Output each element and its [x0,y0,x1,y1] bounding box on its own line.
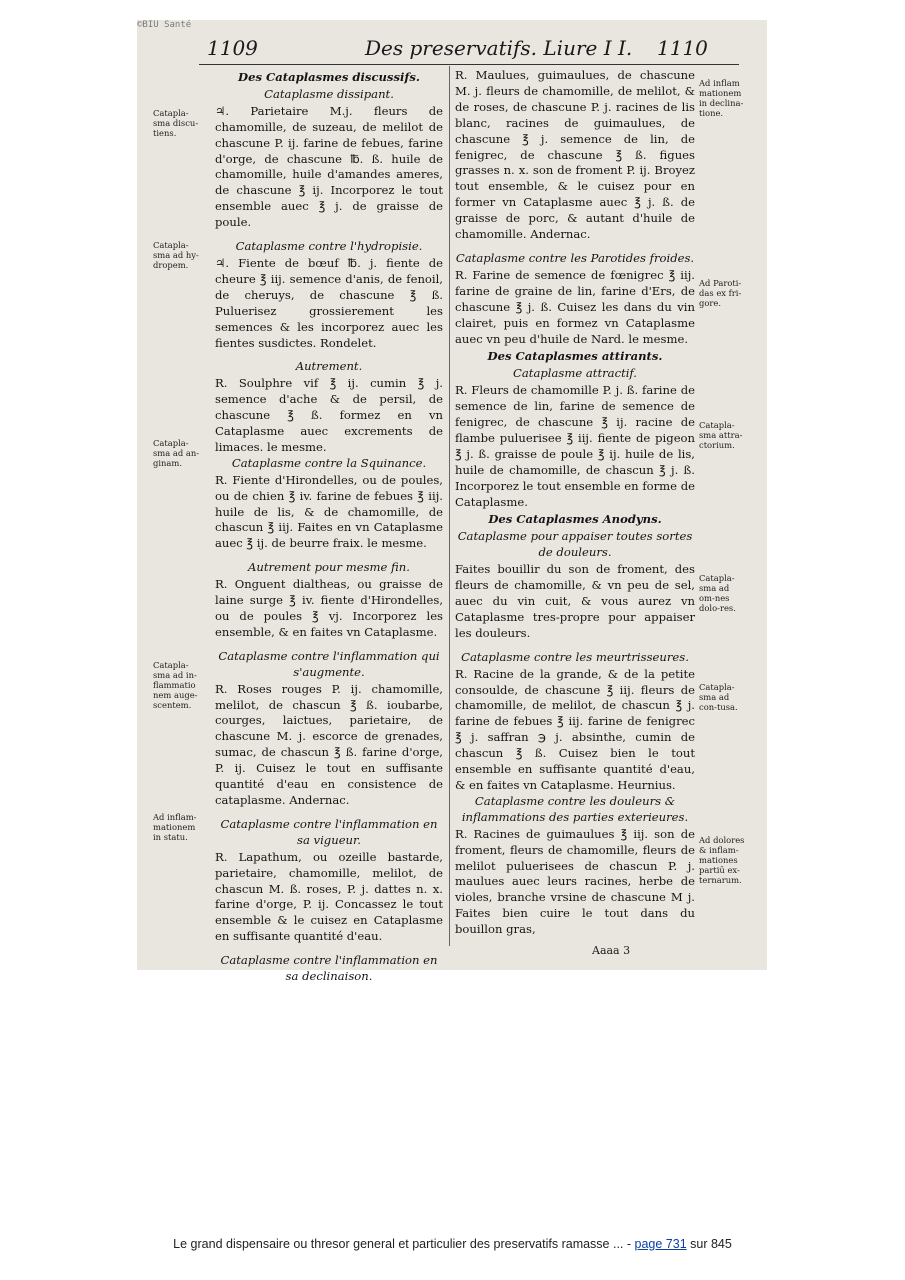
spacer [215,351,443,359]
margin-gloss: Ad Paroti-das ex fri-gore. [699,278,742,308]
spacer [215,552,443,560]
margin-gloss: Catapla-sma discu-tiens. [153,108,199,138]
recipe-title: Cataplasme contre l'inflammation qui s'augmente. [218,648,440,679]
recipe-text: Faites bouillir du son de froment, des fleurs de chamomille, & vn peu de sel, auec du vin cuit, & vous aurez vn Cataplasme tres-propre pour appaiser les douleurs. [455,562,695,640]
recipe-text: R. Lapathum, ou ozeille bastarde, parietaire, chamomille, melilot, de chascun M. ß. roses, P. j. dattes n. x. farine d'orge, P. ij. Concassez le tout ensemble & le cuisez en Cataplasme en suffisante quantité d'eau. [215,849,443,944]
page-caption [0,1237,905,1251]
section-heading: Des Cataplasmes attirants. [487,349,663,364]
header-rule [199,64,739,65]
margin-gloss: Catapla-sma ad hy-dropem. [153,240,199,270]
signature-mark: Aaaa 3 [592,944,631,957]
recipe-text: R. Maulues, guimaulues, de chascune M. j. fleurs de chamomille, de melilot, & de roses, de chascune P. j. racines de lis blanc, racines de guimaulues, de chascune ℥ j. semence de lin, de fenigrec, de chascune ℥ ß. figues grasses n. x. son de froment P. ij. Broyez tout ensemble, & le cuisez pour en former vn Cataplasme auec ℥ j. ß. de graisse de porc, & autant d'huile de chamomille. Andernac. [455,68,695,242]
margin-gloss: Catapla-sma attra-ctorium. [699,420,743,450]
caption-total: sur 845 [686,1237,732,1251]
spacer [215,641,443,649]
margin-gloss: Catapla-sma ad an-ginam. [153,438,200,468]
running-header [137,36,767,62]
page-number-right: 1110 [657,36,708,60]
recipe-text: R. Racines de guimaulues ℥ iij. son de froment, fleurs de chamomille, fleurs de melilot puluerisees de chascun P. j. maulues auec leurs racines, herbe de violes, branche vrsine de chascune M j. Faites bien cuire le tout dans du bouillon gras, [455,826,695,937]
recipe-title: Cataplasme contre la Squinance. [231,455,427,470]
margin-gloss: Ad inflam mationem in declina-tione. [699,78,744,118]
spacer [455,642,695,650]
section-heading: Des Cataplasmes discussifs. [238,70,420,84]
recipe-text: ♃. Parietaire M.j. fleurs de chamomille, de suzeau, de melilot de chascune P. ij. farine de febues, farine d'orge, de chascune ℔. ß. huile de chamomille, huile d'amandes ameres, de chascune ℥ ij. Incorporez le tout ensemble auec ℥ j. de graisse de poule. [215,103,443,230]
recipe-title: Cataplasme attractif. [513,366,637,381]
spacer [215,231,443,239]
margin-gloss: Catapla-sma ad con-tusa. [699,682,738,712]
caption-title: Le grand dispensaire ou thresor general et particulier des preservatifs ramasse ... - [173,1237,635,1251]
recipe-text: R. Fiente d'Hirondelles, ou de poules, ou de chien ℥ iv. farine de febues ℥ iij. huile de lis, & de chamomille, de chascun ℥ iij. Faites en vn Cataplasme auec ℥ ij. de beurre fraix. le mesme. [215,472,443,551]
watermark: ©BIU Santé [137,20,192,30]
recipe-title: Cataplasme pour appaiser toutes sortes de douleurs. [457,529,693,560]
spacer [215,945,443,953]
recipe-title: Cataplasme contre l'inflammation en sa vigueur. [220,816,438,847]
left-column [215,68,443,986]
margin-gloss: Ad dolores & inflam-mationes partiū ex-ternarum. [699,835,745,885]
recipe-text: R. Farine de semence de fœnigrec ℥ iij. farine de graine de lin, farine d'Ers, de chascune ℥ j. ß. Cuisez les dans du vin clairet, puis en formez vn Cataplasme auec vn peu d'huile de Nard. le mesme. [455,267,695,346]
spacer [215,809,443,817]
section-heading: Des Cataplasmes Anodyns. [488,512,662,527]
recipe-text: R. Soulphre vif ℥ ij. cumin ℥ j. semence d'ache & de persil, de chascune ℥ ß. formez en vn Cataplasme auec excrements de limaces. le mesme. [215,376,443,454]
page-number-left: 1109 [207,36,258,60]
recipe-title: Cataplasme contre les Parotides froides. [455,250,695,265]
recipe-title: Autrement pour mesme fin. [248,560,410,575]
column-gutter [449,66,450,946]
recipe-text: R. Roses rouges P. ij. chamomille, melilot, de chascun ℥ ß. ioubarbe, courges, laictues, parietaire, de chascune M. j. escorce de grenades, sumac, de chascun ℥ ß. farine d'orge, P. ij. Cuisez le tout en suffisante quantité d'eau en consistence de cataplasme. Andernac. [215,681,443,807]
recipe-title: Cataplasme contre l'hydropisie. [235,239,423,254]
margin-gloss: Catapla-sma ad om-nes dolo-res. [699,573,736,613]
recipe-title: Cataplasme contre les meurtrisseures. [461,649,689,664]
page-link[interactable]: page 731 [634,1237,687,1251]
running-title: Des preservatifs. Liure I I. [365,36,633,60]
margin-gloss: Ad inflam-mationem in statu. [153,812,197,842]
recipe-title: Cataplasme dissipant. [264,86,394,101]
recipe-title: Cataplasme contre l'inflammation en sa declinaison. [220,953,438,984]
recipe-text: R. Onguent dialtheas, ou graisse de laine surge ℥ iv. fiente d'Hirondelles, ou de poules ℥ vj. Incorporez les ensemble, & en faites vn Cataplasme. [215,577,443,639]
recipe-title: Cataplasme contre les douleurs & inflammations des parties exterieures. [461,793,689,824]
recipe-text: R. Racine de la grande, & de la petite consoulde, de chascune ℥ iij. fleurs de chamomille, de melilot, de chascun ℥ j. farine de febues ℥ iij. farine de fenigrec ℥ j. saffran ℈ j. absinthe, cumin de chascun ℥ ß. Cuisez bien le tout ensemble en suffisante quantité d'eau, & en faites vn Cataplasme. Heurnius. [455,666,695,792]
spacer [455,243,695,251]
right-column [455,68,695,938]
recipe-text: R. Fleurs de chamomille P. j. ß. farine de semence de lin, farine de semence de fenigrec, de chascune ℥ ij. racine de flambe puluerisee ℥ iij. fiente de pigeon ℥ j. ß. graisse de poule ℥ ij. huile de lis, huile de chamomille, de chascun ℥ j. ß. Incorporez le tout ensemble en forme de Cataplasme. [455,383,695,509]
scanned-page [137,20,767,984]
recipe-text: ♃. Fiente de bœuf ℔. j. fiente de cheure ℥ iij. semence d'anis, de fenoil, de cheruys, de chascune ℥ ß. Puluerisez grossierement les semences & les incorporez auec les fientes susdictes. Rondelet. [215,255,443,350]
recipe-title: Autrement. [295,359,363,374]
margin-gloss: Catapla-sma ad in-flammatio nem auge-scentem. [153,660,198,710]
